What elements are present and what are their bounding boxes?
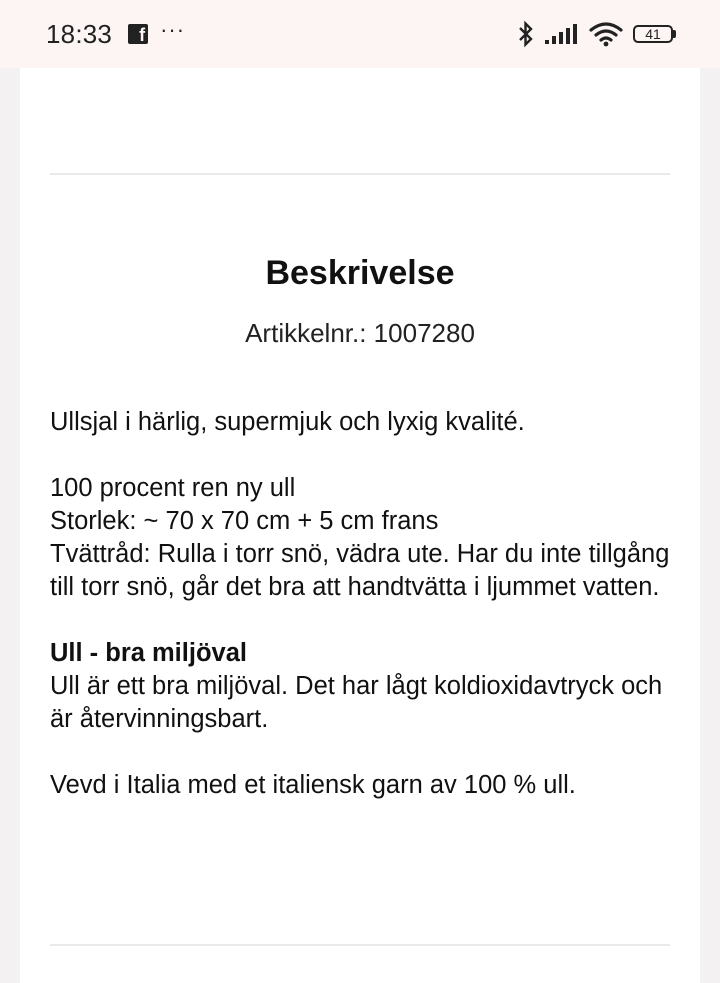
eco-text: Ull är ett bra miljöval. Det har lågt koldioxidavtryck och är återvinningsbart. [50,672,663,733]
divider-bottom [50,944,670,946]
detail-size: Storlek: ~ 70 x 70 cm + 5 cm frans [50,507,439,535]
status-bar [0,0,720,68]
more-icon: ··· [160,17,186,42]
signal-icon [545,23,579,45]
product-description [50,406,675,802]
description-intro: Ullsjal i härlig, supermjuk och lyxig kvalité. [50,408,525,436]
detail-material: 100 procent ren ny ull [50,474,296,502]
detail-care: Tvättråd: Rulla i torr snö, vädra ute. Har du inte tillgång till torr snö, går det bra att handtvätta i ljummet vatten. [50,540,670,601]
product-description-card [20,68,700,983]
article-number: Artikkelnr.: 1007280 [245,318,475,348]
origin-text: Vevd i Italia med et italiensk garn av 100 % ull. [50,771,576,799]
eco-heading: Ull - bra miljöval [50,639,247,667]
wifi-icon [589,21,623,47]
battery-icon [633,25,676,43]
status-time: 18:33 [46,18,113,49]
bluetooth-icon [517,20,535,48]
facebook-icon: f [128,24,148,44]
system-status-icons [517,20,676,48]
section-title: Beskrivelse [265,254,455,292]
battery-level: 41 [633,25,673,43]
divider-top [50,173,670,175]
